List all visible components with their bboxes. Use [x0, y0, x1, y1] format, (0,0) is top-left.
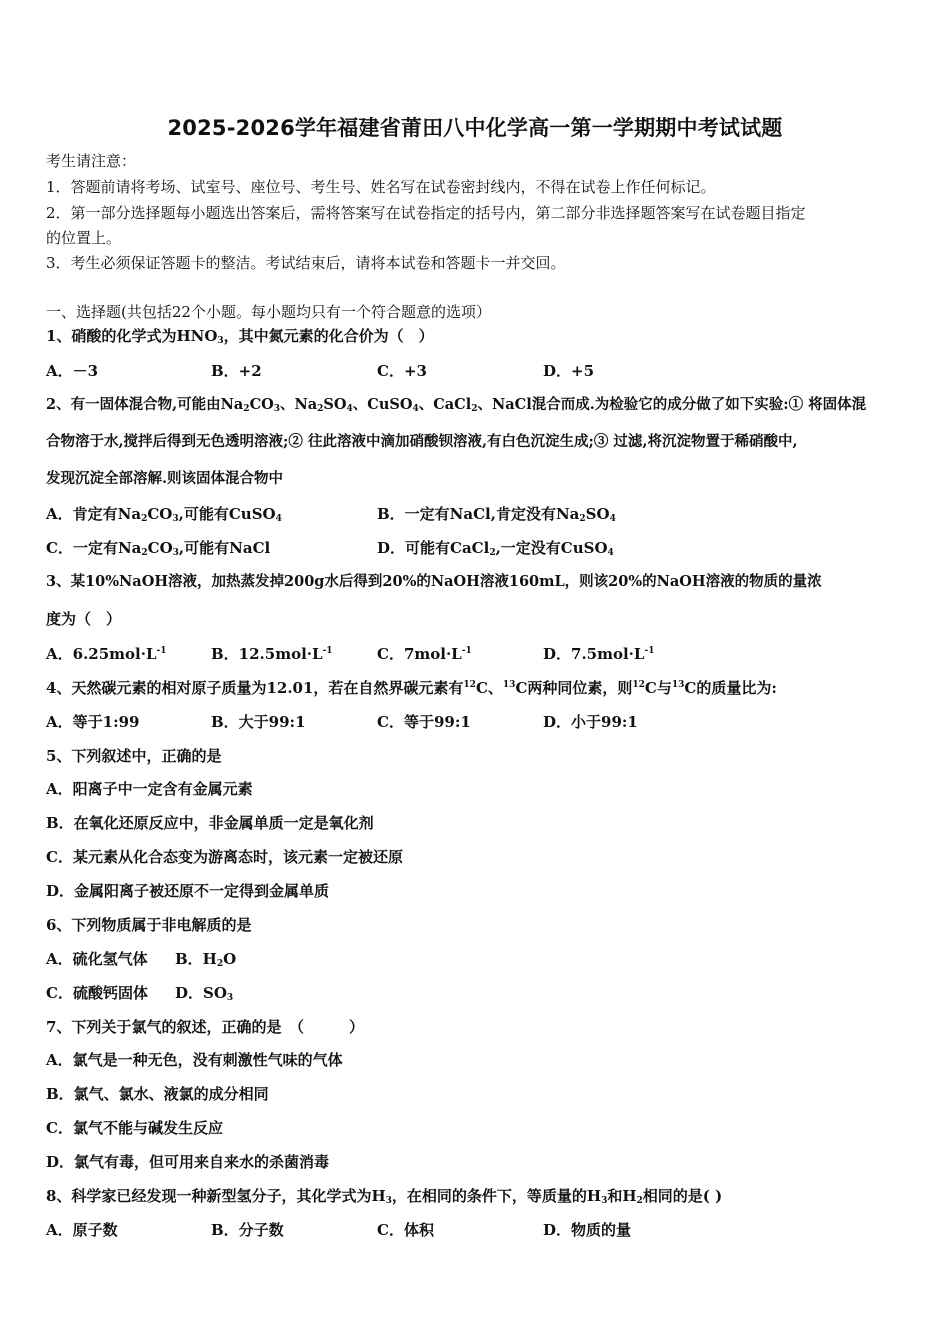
q3-option-d: D．$7.5mol\cdot L^{-1}$	[543, 645, 655, 663]
q3-option-c: C．$7mol\cdot L^{-1}$	[377, 645, 472, 663]
q7-option-a: A．氯气是一种无色，没有刺激性气味的气体	[46, 1051, 343, 1069]
q4-option-b: B．大于99:1	[211, 713, 306, 731]
notice-item-2-cont: 的位置上。	[46, 229, 122, 247]
q6-option-b: B．$H_2O$	[175, 950, 237, 969]
q6-option-c: C．硫酸钙固体	[46, 984, 148, 1002]
q5-option-d: D．金属阳离子被还原不一定得到金属单质	[46, 882, 330, 900]
q1-option-c: C．+3	[377, 362, 427, 380]
notice-heading: 考生请注意：	[46, 152, 137, 170]
q5-option-a: A．阳离子中一定含有金属元素	[46, 780, 253, 798]
section-heading: 一、选择题(共包括22个小题。每小题均只有一个符合题意的选项）	[46, 303, 491, 321]
q2-option-d: D．可能有CaCl$_2$,一定没有CuSO$_4$	[377, 539, 614, 558]
q8-option-c: C．体积	[377, 1221, 434, 1239]
q3-option-a: A．$6.25mol\cdot L^{-1}$	[46, 645, 167, 663]
question-2-stem-line-3: 发现沉淀全部溶解.则该固体混合物中	[46, 470, 284, 487]
question-2-stem-line-2: 合物溶于水,搅拌后得到无色透明溶液;② 往此溶液中滴加硝酸钡溶液,有白色沉淀生成;③ 过滤,将沉淀物置于稀硝酸中,	[46, 433, 798, 450]
q4-option-a: A．等于1:99	[46, 713, 140, 731]
question-5-stem: 5、下列叙述中，正确的是	[46, 747, 222, 765]
page-title: 2025-2026学年福建省莆田八中化学高一第一学期期中考试试题	[167, 116, 783, 140]
q4-option-c: C．等于99:1	[377, 713, 471, 731]
q5-option-b: B．在氧化还原反应中，非金属单质一定是氧化剂	[46, 814, 374, 832]
question-8-stem: 8、科学家已经发现一种新型氢分子，其化学式为$H_3$，在相同的条件下，等质量的$H_3$和$H_2$相同的是( )	[46, 1187, 723, 1206]
q2-option-b: B．一定有NaCl,肯定没有$Na_2SO_4$	[377, 505, 616, 524]
question-2-stem-line-1: 2、有一固体混合物,可能由$Na_2CO_3$、$Na_2SO_4$、CuSO$_4$、CaCl$_2$、NaCl混合而成.为检验它的成分做了如下实验:① 将固体混	[46, 396, 867, 414]
q6-option-a: A．硫化氢气体	[46, 950, 148, 968]
question-7-stem: 7、下列关于氯气的叙述，正确的是 （ ）	[46, 1018, 364, 1036]
q7-option-b: B．氯气、氯水、液氯的成分相同	[46, 1085, 269, 1103]
q1-option-d: D．+5	[543, 362, 595, 380]
q1-option-a: A．－3	[46, 362, 99, 380]
q1-option-b: B．+2	[211, 362, 262, 380]
question-6-stem: 6、下列物质属于非电解质的是	[46, 916, 252, 934]
q6-option-d: D．$SO_3$	[175, 984, 234, 1003]
q8-option-b: B．分子数	[211, 1221, 284, 1239]
q3-option-b: B．$12.5mol\cdot L^{-1}$	[211, 645, 333, 663]
q8-option-d: D．物质的量	[543, 1221, 632, 1239]
q2-option-a: A．肯定有$Na_2CO_3$,可能有CuSO$_4$	[46, 505, 282, 524]
question-4-stem: 4、天然碳元素的相对原子质量为12.01，若在自然界碳元素有$^{12}$C、$^{13}$C两种同位素，则$^{12}$C与$^{13}$C的质量比为:	[46, 679, 777, 697]
notice-item-3: 3．考生必须保证答题卡的整洁。考试结束后，请将本试卷和答题卡一并交回。	[46, 254, 566, 272]
question-1-stem: 1、硝酸的化学式为$HNO_3$，其中氮元素的化合价为（ ）	[46, 327, 434, 346]
q7-option-c: C．氯气不能与碱发生反应	[46, 1119, 223, 1137]
q8-option-a: A．原子数	[46, 1221, 118, 1239]
q5-option-c: C．某元素从化合态变为游离态时，该元素一定被还原	[46, 848, 403, 866]
q2-option-c: C．一定有$Na_2CO_3$,可能有NaCl	[46, 539, 271, 558]
question-3-stem-line-1: 3、某10%NaOH溶液，加热蒸发掉200g水后得到20%的NaOH溶液160mL，则该20%的NaOH溶液的物质的量浓	[46, 573, 822, 590]
question-3-stem-line-2: 度为（ ）	[46, 610, 122, 628]
q4-option-d: D．小于99:1	[543, 713, 638, 731]
notice-item-2: 2．第一部分选择题每小题选出答案后，需将答案写在试卷指定的括号内，第二部分非选择题答案写在试卷题目指定	[46, 204, 806, 222]
notice-item-1: 1．答题前请将考场、试室号、座位号、考生号、姓名写在试卷密封线内，不得在试卷上作任何标记。	[46, 178, 716, 196]
q7-option-d: D．氯气有毒，但可用来自来水的杀菌消毒	[46, 1153, 330, 1171]
